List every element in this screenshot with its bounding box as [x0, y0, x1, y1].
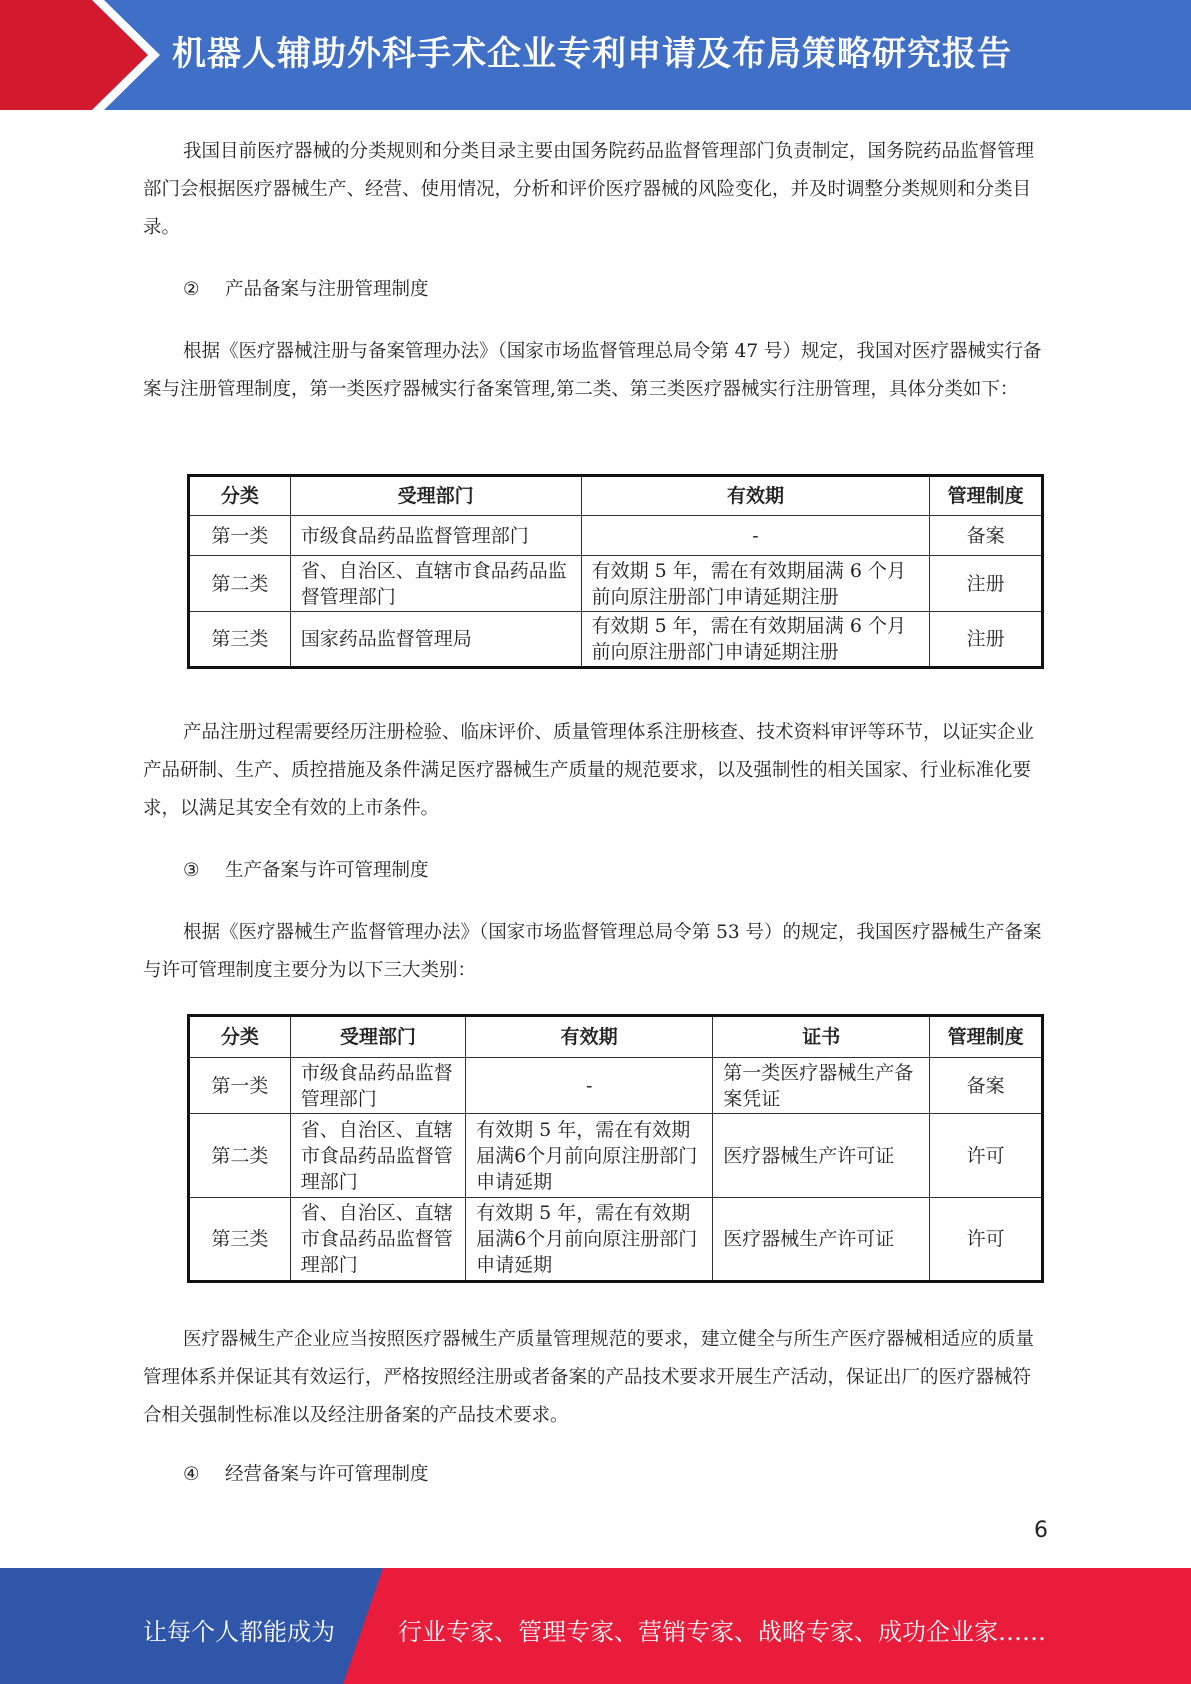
column-header: 管理制度 — [930, 476, 1043, 516]
section-heading-business-license — [183, 1460, 429, 1490]
column-header: 受理部门 — [290, 476, 581, 516]
table-cell: 有效期 5 年，需在有效期届满6个月前向原注册部门申请延期 — [466, 1198, 713, 1282]
section-heading-text: 生产备案与许可管理制度 — [225, 860, 429, 881]
table-cell: 第三类 — [189, 612, 291, 668]
table-cell: 第三类 — [189, 1198, 291, 1282]
paragraph-production-regulation: 根据《医疗器械生产监督管理办法》（国家市场监督管理总局令第 53 号）的规定，我国医疗器械生产备案与许可管理制度主要分为以下三大类别： — [143, 922, 1042, 981]
footer-slogan-left: 让每个人都能成为 — [143, 1618, 335, 1646]
table-row — [189, 1198, 1043, 1282]
table-cell: 医疗器械生产许可证 — [713, 1198, 930, 1282]
table-cell: 省、自治区、直辖市食品药品监督管理部门 — [290, 1198, 465, 1282]
table-cell: 第二类 — [189, 1114, 291, 1198]
section-number: ③ — [183, 860, 200, 881]
column-header: 有效期 — [581, 476, 930, 516]
table-cell: 第二类 — [189, 556, 291, 612]
table-row — [189, 612, 1043, 668]
table-cell: 第一类 — [189, 1058, 291, 1114]
table-cell: 备案 — [930, 1058, 1043, 1114]
table-cell: 市级食品药品监督管理部门 — [290, 516, 581, 556]
paragraph-classification-rules: 我国目前医疗器械的分类规则和分类目录主要由国务院药品监督管理部门负责制定，国务院药品监督管理部门会根据医疗器械生产、经营、使用情况，分析和评价医疗器械的风险变化，并及时调整分类规则和分类目录。 — [143, 141, 1035, 238]
registration-table — [187, 474, 1044, 669]
paragraph-quality-management: 医疗器械生产企业应当按照医疗器械生产质量管理规范的要求，建立健全与所生产医疗器械相适应的质量管理体系并保证其有效运行，严格按照经注册或者备案的产品技术要求开展生产活动，保证出厂的医疗器械符合相关强制性标准以及经注册备案的产品技术要求。 — [143, 1329, 1035, 1426]
table-cell: 医疗器械生产许可证 — [713, 1114, 930, 1198]
table-row — [189, 1114, 1043, 1198]
table-cell: 省、自治区、直辖市食品药品监督管理部门 — [290, 556, 581, 612]
section-heading-production-license — [183, 856, 429, 886]
section-heading-text: 产品备案与注册管理制度 — [225, 279, 429, 300]
table-cell: 国家药品监督管理局 — [290, 612, 581, 668]
table-cell: 有效期 5 年，需在有效期届满 6 个月前向原注册部门申请延期注册 — [581, 556, 930, 612]
table-row — [189, 556, 1043, 612]
table-row — [189, 1058, 1043, 1114]
section-heading-product-registration — [183, 275, 429, 305]
paragraph-registration-process: 产品注册过程需要经历注册检验、临床评价、质量管理体系注册核查、技术资料审评等环节，以证实企业产品研制、生产、质控措施及条件满足医疗器械生产质量的规范要求，以及强制性的相关国家、行业标准化要求，以满足其安全有效的上市条件。 — [143, 722, 1035, 819]
table-cell: 注册 — [930, 556, 1043, 612]
column-header: 分类 — [189, 476, 291, 516]
column-header: 分类 — [189, 1016, 291, 1058]
column-header: 管理制度 — [930, 1016, 1043, 1058]
column-header: 有效期 — [466, 1016, 713, 1058]
page-footer — [0, 1568, 1191, 1684]
table-cell: 有效期 5 年，需在有效期届满 6 个月前向原注册部门申请延期注册 — [581, 612, 930, 668]
footer-slogan-right: 行业专家、管理专家、营销专家、战略专家、成功企业家…… — [398, 1618, 1046, 1646]
table-cell: - — [581, 516, 930, 556]
section-number: ④ — [183, 1464, 200, 1485]
table-row — [189, 516, 1043, 556]
table-header-row — [189, 1016, 1043, 1058]
table-cell: 省、自治区、直辖市食品药品监督管理部门 — [290, 1114, 465, 1198]
table-cell: 市级食品药品监督管理部门 — [290, 1058, 465, 1114]
table-cell: 注册 — [930, 612, 1043, 668]
table-cell: 许可 — [930, 1114, 1043, 1198]
paragraph-registration-regulation: 根据《医疗器械注册与备案管理办法》（国家市场监督管理总局令第 47 号）规定，我国对医疗器械实行备案与注册管理制度，第一类医疗器械实行备案管理,第二类、第三类医疗器械实行注册管理，具体分类如下： — [143, 341, 1042, 400]
section-number: ② — [183, 279, 200, 300]
page-header — [0, 0, 1191, 110]
table-header-row — [189, 476, 1043, 516]
table-cell: 第一类 — [189, 516, 291, 556]
table-cell: - — [466, 1058, 713, 1114]
table-cell: 备案 — [930, 516, 1043, 556]
page-number: 6 — [1034, 1518, 1048, 1543]
section-heading-text: 经营备案与许可管理制度 — [225, 1464, 429, 1485]
table-cell: 有效期 5 年，需在有效期届满6个月前向原注册部门申请延期 — [466, 1114, 713, 1198]
report-title: 机器人辅助外科手术企业专利申请及布局策略研究报告 — [172, 34, 1012, 74]
column-header: 证书 — [713, 1016, 930, 1058]
column-header: 受理部门 — [290, 1016, 465, 1058]
table-cell: 许可 — [930, 1198, 1043, 1282]
table-cell: 第一类医疗器械生产备案凭证 — [713, 1058, 930, 1114]
production-license-table — [187, 1014, 1044, 1283]
header-arrow-decoration — [0, 0, 160, 110]
